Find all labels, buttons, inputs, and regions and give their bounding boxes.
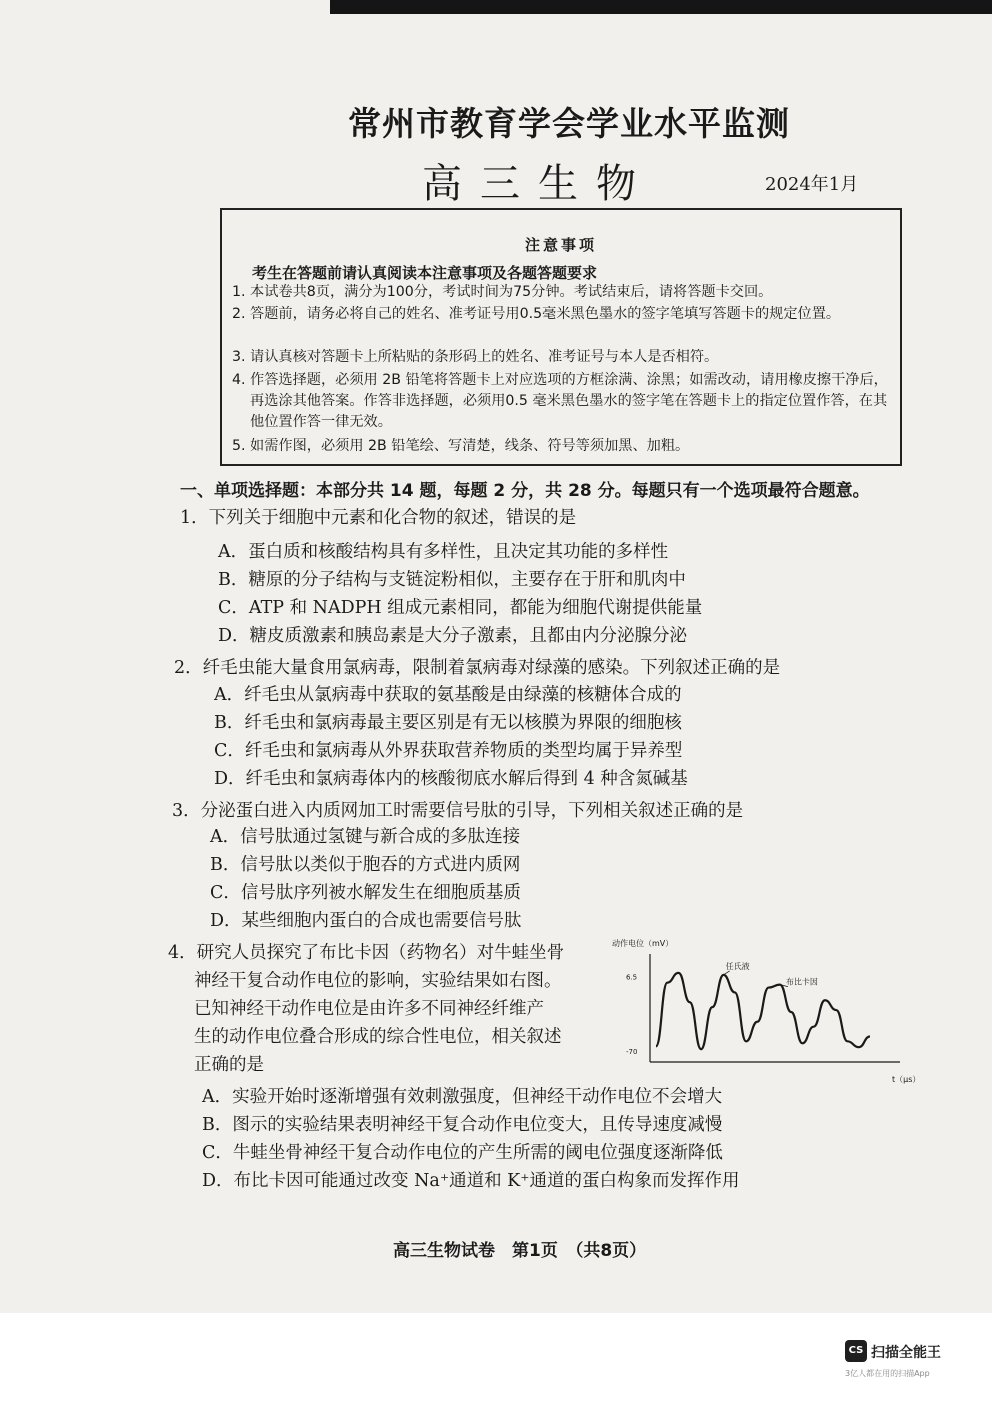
answer-option: D．糖皮质激素和胰岛素是大分子激素，且都由内分泌腺分泌: [218, 626, 688, 646]
notice-item: [232, 370, 898, 433]
action-potential-chart: [612, 932, 921, 1092]
question-stem: 2．纤毛虫能大量食用氯病毒，限制着氯病毒对绿藻的感染。下列叙述正确的是: [174, 658, 781, 678]
question-stem: 生的动作电位叠合形成的综合性电位，相关叙述: [194, 1027, 562, 1047]
notice-item-text: 答题前，请务必将自己的姓名、准考证号用0.5毫米黑色墨水的签字笔填写答题卡的规定位置。: [250, 306, 841, 322]
x-axis-label: t（μs）: [892, 1075, 921, 1084]
scan-edge: [330, 0, 992, 14]
answer-option: C．ATP 和 NADPH 组成元素相同，都能为细胞代谢提供能量: [218, 598, 703, 618]
annotation-label: 布比卡因: [785, 977, 818, 987]
notice-item-text: 请认真核对答题卡上所粘贴的条形码上的姓名、准考证号与本人是否相符。: [250, 349, 719, 365]
annotation-pointer: [724, 971, 730, 975]
answer-option: D．布比卡因可能通过改变 Na⁺通道和 K⁺通道的蛋白构象而发挥作用: [202, 1171, 740, 1191]
answer-option: D．某些细胞内蛋白的合成也需要信号肽: [210, 911, 522, 931]
notice-item-text: 作答选择题，必须用 2B 铅笔将答题卡上对应选项的方框涂满、涂黑；如需改动，请用橡皮擦干净后，再选涂其他答案。作答非选择题，必须用0.5 毫米黑色墨水的签字笔在答题卡上的指定位置作答，在其他位置作答一律无效。: [250, 372, 888, 430]
answer-option: B．纤毛虫和氯病毒最主要区别是有无以核膜为界限的细胞核: [214, 713, 682, 733]
scanner-tagline: 3亿人都在用的扫描App: [845, 1369, 930, 1378]
answer-option: A．纤毛虫从氯病毒中获取的氨基酸是由绿藻的核糖体合成的: [214, 685, 682, 705]
answer-option: C．信号肽序列被水解发生在细胞质基质: [210, 883, 521, 903]
action-potential-svg: [612, 932, 921, 1092]
answer-option: A．实验开始时逐渐增强有效刺激强度，但神经干动作电位不会增大: [202, 1087, 723, 1107]
answer-option: C．纤毛虫和氯病毒从外界获取营养物质的类型均属于异养型: [214, 741, 683, 761]
notice-box: [220, 208, 902, 466]
notice-item: [232, 436, 898, 457]
y-tick-label: -70: [626, 1048, 638, 1057]
question-stem: 4．研究人员探究了布比卡因（药物名）对牛蛙坐骨: [168, 943, 565, 963]
answer-option: A．蛋白质和核酸结构具有多样性，且决定其功能的多样性: [218, 542, 669, 562]
answer-option: B．信号肽以类似于胞吞的方式进内质网: [210, 855, 521, 875]
notice-item: [232, 347, 898, 368]
notice-item-number: 4.: [232, 372, 246, 388]
notice-item-text: 本试卷共8页，满分为100分，考试时间为75分钟。考试结束后，请将答题卡交回。: [250, 284, 773, 300]
question-stem: 已知神经干动作电位是由许多不同神经纤维产: [194, 999, 544, 1019]
scanner-app-name: 扫描全能王: [871, 1345, 941, 1361]
series-line: [656, 973, 870, 1049]
notice-item-number: 5.: [232, 438, 246, 454]
notice-item-number: 2.: [232, 306, 246, 322]
question-stem: 3．分泌蛋白进入内质网加工时需要信号肽的引导，下列相关叙述正确的是: [172, 801, 744, 821]
answer-option: C．牛蛙坐骨神经干复合动作电位的产生所需的阈电位强度逐渐降低: [202, 1143, 723, 1163]
answer-option: B．图示的实验结果表明神经干复合动作电位变大，且传导速度减慢: [202, 1115, 723, 1135]
y-axis-label: 动作电位（mV）: [612, 939, 674, 948]
notice-title: 注意事项: [524, 236, 597, 254]
exam-date: 2024年1月: [765, 174, 859, 195]
scanner-logo-icon: CS: [845, 1340, 867, 1362]
answer-option: D．纤毛虫和氯病毒体内的核酸彻底水解后得到 4 种含氮碱基: [214, 769, 688, 789]
notice-item-number: 1.: [232, 284, 246, 300]
annotation-label: 任氏液: [725, 961, 750, 971]
page-footer: 高三生物试卷 第1页 （共8页）: [393, 1241, 647, 1261]
notice-item-number: 3.: [232, 349, 246, 365]
answer-option: B．糖原的分子结构与支链淀粉相似，主要存在于肝和肌肉中: [218, 570, 686, 590]
notice-item: [232, 282, 898, 303]
question-stem: 1．下列关于细胞中元素和化合物的叙述，错误的是: [180, 508, 577, 528]
scanner-watermark: [845, 1340, 965, 1384]
answer-option: A．信号肽通过氢键与新合成的多肽连接: [210, 827, 521, 847]
exam-subject: 高三生物: [422, 161, 654, 207]
question-stem: 正确的是: [194, 1055, 264, 1075]
notice-item: [232, 304, 898, 325]
notice-item-text: 如需作图，必须用 2B 铅笔绘、写清楚，线条、符号等须加黑、加粗。: [250, 438, 690, 454]
question-stem: 神经干复合动作电位的影响，实验结果如右图。: [194, 971, 562, 991]
section-heading: 一、单项选择题：本部分共 14 题，每题 2 分，共 28 分。每题只有一个选项最符合题意。: [180, 481, 870, 501]
exam-title: 常州市教育学会学业水平监测: [348, 104, 790, 143]
notice-subtitle: 考生在答题前请认真阅读本注意事项及各题答题要求: [252, 264, 598, 282]
y-tick-label: 6.5: [626, 973, 638, 982]
